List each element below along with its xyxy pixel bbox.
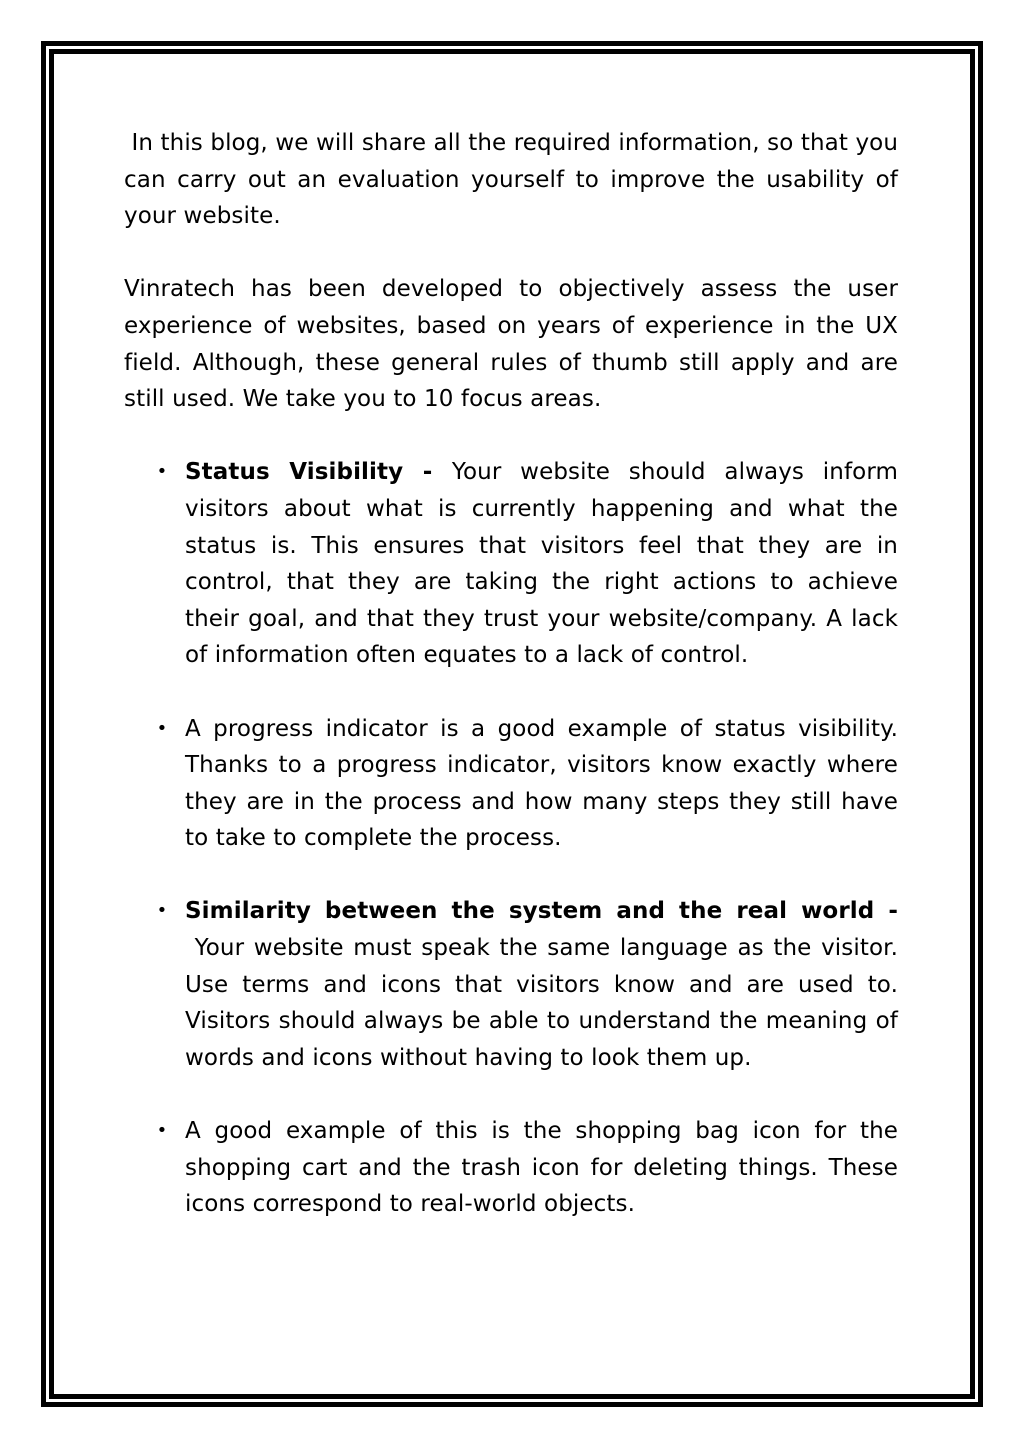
- item-text: Your website must speak the same language as the visitor. Use terms and icons that visitors know and are used to. Visitors should always be able to understand the meaning of words and icons without having to look them up.: [185, 935, 898, 1071]
- bullet-icon: •: [156, 717, 168, 739]
- bullet-icon: •: [156, 1120, 168, 1142]
- vinratech-paragraph: Vinratech has been developed to objectively assess the user experience of websites, based on years of experience in the UX field. Although, these general rules of thumb still apply and are still used. We take you to 10 focus areas.: [124, 276, 898, 413]
- list-item-icon-example: [124, 1113, 898, 1223]
- item-heading: Similarity between the system and the real world -: [185, 898, 898, 925]
- list-item-progress-indicator: [124, 711, 898, 857]
- item-text: Your website should always inform visitors about what is currently happening and what the status is. This ensures that visitors feel that they are in control, that they are taking the right actions to achieve their goal, and that they trust your website/company. A lack of information often equates to a lack of control.: [185, 459, 898, 669]
- bullet-icon: •: [156, 900, 168, 922]
- document-body: [124, 125, 898, 1259]
- item-text: A good example of this is the shopping bag icon for the shopping cart and the trash icon for deleting things. These icons correspond to real-world objects.: [185, 1118, 898, 1218]
- item-heading: Status Visibility -: [185, 459, 452, 486]
- bullet-icon: •: [156, 461, 168, 483]
- intro-paragraph: In this blog, we will share all the required information, so that you can carry out an evaluation yourself to improve the usability of your website.: [124, 130, 898, 230]
- item-text: A progress indicator is a good example of status visibility. Thanks to a progress indicator, visitors know exactly where they are in the process and how many steps they still have to take to complete the process.: [185, 715, 898, 852]
- list-item-real-world-similarity: [124, 893, 898, 1076]
- list-item-status-visibility: [124, 454, 898, 674]
- focus-area-list: [124, 454, 898, 1222]
